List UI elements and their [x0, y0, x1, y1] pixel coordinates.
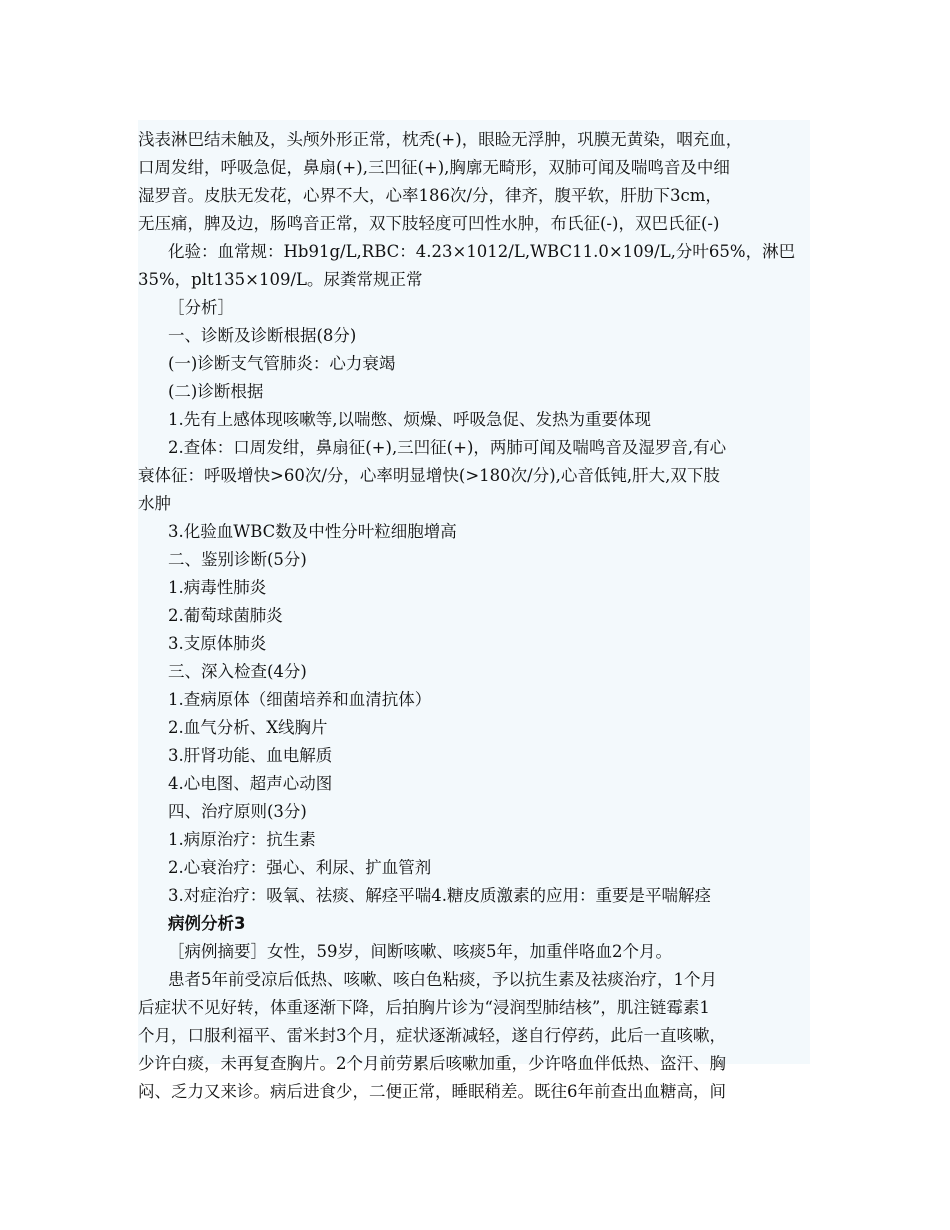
- section-heading: 病例分析3: [168, 914, 246, 933]
- text-line: 35%，plt135×109/L。尿粪常规正常: [138, 270, 423, 289]
- text-line: 2.血气分析、X线胸片: [168, 718, 328, 737]
- text-line: 口周发绀，呼吸急促，鼻扇(+),三凹征(+),胸廓无畸形，双肺可闻及喘鸣音及中细: [138, 158, 730, 177]
- text-line: 患者5年前受凉后低热、咳嗽、咳白色粘痰，予以抗生素及祛痰治疗，1个月: [168, 970, 717, 989]
- document-body: [138, 120, 810, 1101]
- text-line: 化验：血常规：Hb91g/L,RBC：4.23×1012/L,WBC11.0×109/L,分叶65%，淋巴: [168, 242, 796, 261]
- text-line: ［分析］: [168, 298, 234, 317]
- text-line: 4.心电图、超声心动图: [168, 774, 333, 793]
- text-line: 2.心衰治疗：强心、利尿、扩血管剂: [168, 858, 432, 877]
- text-line: (二)诊断根据: [168, 382, 264, 401]
- text-line: 3.支原体肺炎: [168, 634, 267, 653]
- text-line: 后症状不见好转，体重逐渐下降，后拍胸片诊为“浸润型肺结核”，肌注链霉素1: [138, 998, 710, 1017]
- text-line: 个月，口服利福平、雷米封3个月，症状逐渐减轻，遂自行停药，此后一直咳嗽，: [138, 1026, 726, 1045]
- text-line: 一、诊断及诊断根据(8分): [168, 326, 357, 345]
- text-line: 3.肝肾功能、血电解质: [168, 746, 333, 765]
- text-line: 1.病毒性肺炎: [168, 578, 267, 597]
- text-line: 1.先有上感体现咳嗽等,以喘憋、烦燥、呼吸急促、发热为重要体现: [168, 410, 651, 429]
- text-line: ［病例摘要］女性，59岁，间断咳嗽、咳痰5年，加重伴咯血2个月。: [168, 942, 672, 961]
- text-line: 1.病原治疗：抗生素: [168, 830, 316, 849]
- text-line: (一)诊断支气管肺炎：心力衰竭: [168, 354, 396, 373]
- text-line: 1.查病原体（细菌培养和血清抗体）: [168, 690, 432, 709]
- text-line: 水肿: [138, 494, 171, 513]
- text-line: 三、深入检查(4分): [168, 662, 307, 681]
- text-line: 2.查体：口周发绀，鼻扇征(+),三凹征(+)，两肺可闻及喘鸣音及湿罗音,有心: [168, 438, 727, 457]
- text-line: 无压痛，脾及边，肠鸣音正常，双下肢轻度可凹性水肿，布氏征(-)，双巴氏征(-): [138, 214, 720, 233]
- text-line: 3.化验血WBC数及中性分叶粒细胞增高: [168, 522, 457, 541]
- text-line: 闷、乏力又来诊。病后进食少，二便正常，睡眠稍差。既往6年前查出血糖高，间: [138, 1082, 726, 1101]
- text-line: 四、治疗原则(3分): [168, 802, 307, 821]
- text-line: 衰体征：呼吸增快>60次/分，心率明显增快(>180次/分),心音低钝,肝大,双下肢: [138, 466, 720, 485]
- text-line: 湿罗音。皮肤无发花，心界不大，心率186次/分，律齐，腹平软，肝肋下3cm，: [138, 186, 722, 205]
- text-line: 少许白痰，未再复查胸片。2个月前劳累后咳嗽加重，少许咯血伴低热、盗汗、胸: [138, 1054, 726, 1073]
- text-line: 3.对症治疗：吸氧、祛痰、解痉平喘4.糖皮质激素的应用：重要是平喘解痉: [168, 886, 711, 905]
- text-line: 2.葡萄球菌肺炎: [168, 606, 283, 625]
- text-line: 二、鉴别诊断(5分): [168, 550, 307, 569]
- text-line: 浅表淋巴结未触及，头颅外形正常，枕秃(+)，眼睑无浮肿，巩膜无黄染，咽充血，: [138, 130, 743, 149]
